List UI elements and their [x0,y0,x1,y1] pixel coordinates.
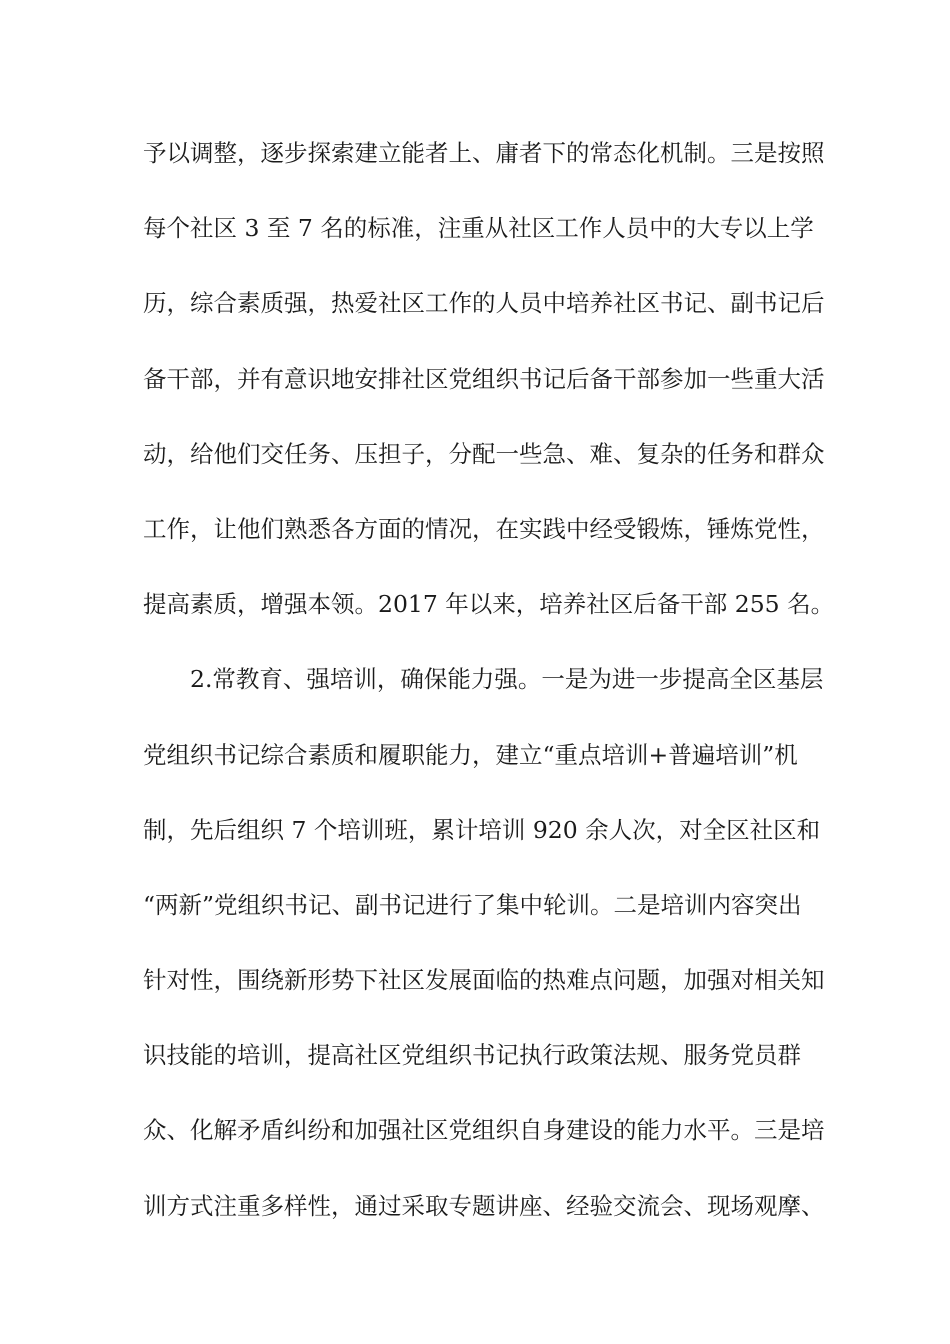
text-line: 党组织书记综合素质和履职能力，建立“重点培训+普遍培训”机 [143,740,798,769]
text-line: 工作，让他们熟悉各方面的情况，在实践中经受锻炼，锤炼党性， [143,514,825,543]
text-line: 每个社区 3 至 7 名的标准，注重从社区工作人员中的大专以上学 [143,214,814,243]
text-line: 制，先后组织 7 个培训班，累计培训 920 余人次，对全区社区和 [143,815,821,844]
text-line: 动，给他们交任务、压担子，分配一些急、难、复杂的任务和群众 [143,439,825,468]
text-line: 针对性，围绕新形势下社区发展面临的热难点问题，加强对相关知 [143,966,825,995]
text-line: 备干部，并有意识地安排社区党组织书记后备干部参加一些重大活 [143,364,825,393]
paragraph-start-line: 2.常教育、强培训，确保能力强。一是为进一步提高全区基层 [190,665,824,694]
text-line: 训方式注重多样性，通过采取专题讲座、经验交流会、现场观摩、 [143,1191,825,1220]
text-line: “两新”党组织书记、副书记进行了集中轮训。二是培训内容突出 [143,890,802,919]
text-line: 识技能的培训，提高社区党组织书记执行政策法规、服务党员群 [143,1041,801,1070]
text-line: 历，综合素质强，热爱社区工作的人员中培养社区书记、副书记后 [143,289,825,318]
text-line: 众、化解矛盾纠纷和加强社区党组织自身建设的能力水平。三是培 [143,1116,825,1145]
text-line: 提高素质，增强本领。2017 年以来，培养社区后备干部 255 名。 [143,590,835,619]
text-line: 予以调整，逐步探索建立能者上、庸者下的常态化机制。三是按照 [143,139,825,167]
body-text [143,128,835,1256]
